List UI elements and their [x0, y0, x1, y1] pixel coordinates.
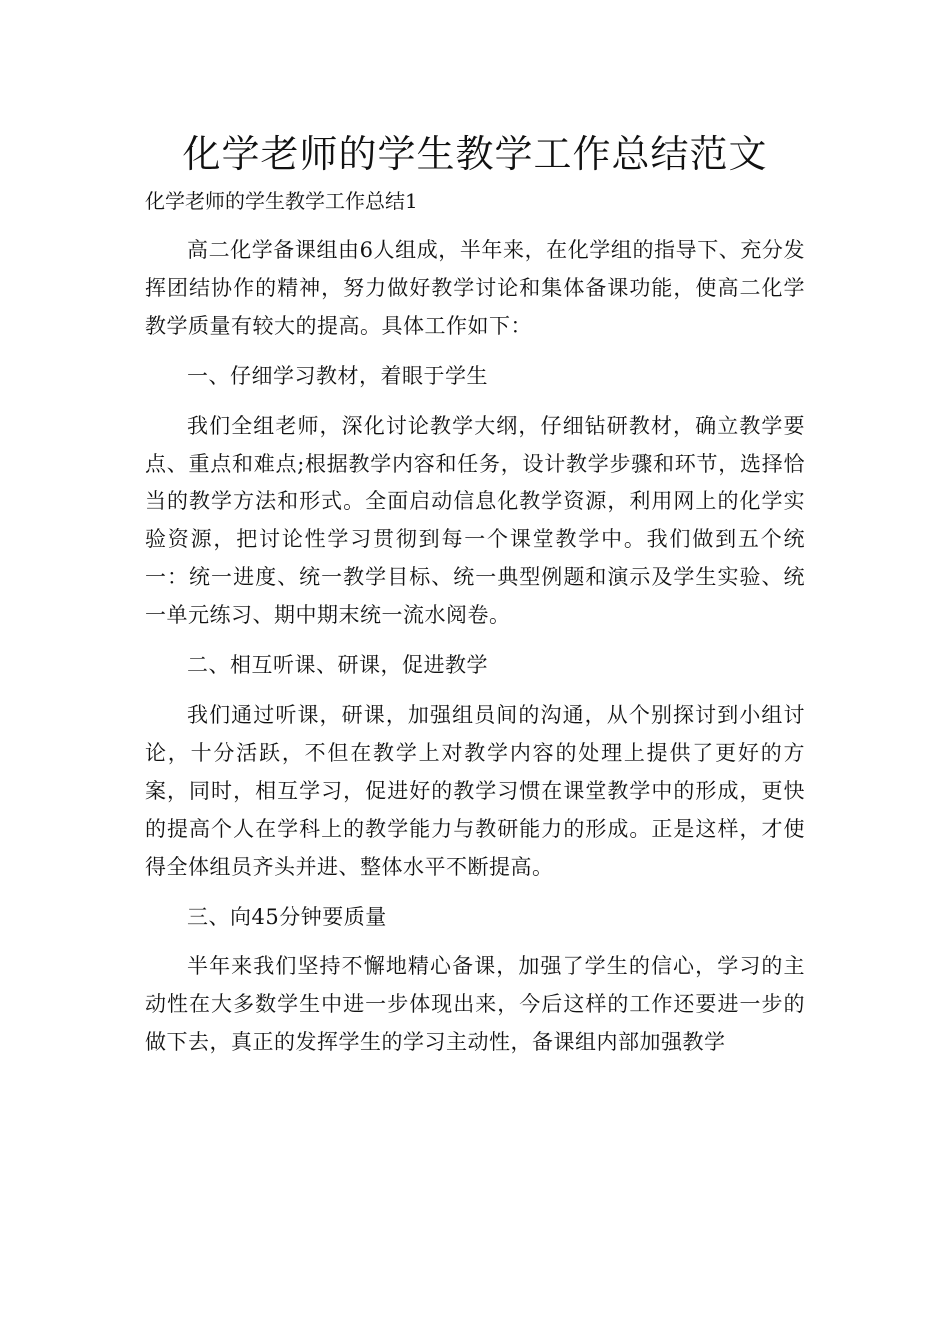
paragraph-section-3: 半年来我们坚持不懈地精心备课，加强了学生的信心，学习的主动性在大多数学生中进一步体现出来，今后这样的工作还要进一步的做下去，真正的发挥学生的学习主动性，备课组内部加强教学	[145, 954, 805, 1055]
document-body	[145, 232, 805, 1074]
section-heading-1: 一、仔细学习教材，着眼于学生	[187, 363, 488, 388]
paragraph-intro: 高二化学备课组由6人组成，半年来，在化学组的指导下、充分发挥团结协作的精神，努力做好教学讨论和集体备课功能，使高二化学教学质量有较大的提高。具体工作如下：	[145, 238, 805, 338]
section-heading-2: 二、相互听课、研课，促进教学	[187, 653, 488, 678]
paragraph-section-1: 我们全组老师，深化讨论教学大纲，仔细钻研教材，确立教学要点、重点和难点;根据教学内容和任务，设计教学步骤和环节，选择恰当的教学方法和形式。全面启动信息化教学资源，利用网上的化学实验资源，把讨论性学习贯彻到每一个课堂教学中。我们做到五个统一：统一进度、统一教学目标、统一典型例题和演示及学生实验、统一单元练习、期中期末统一流水阅卷。	[145, 413, 805, 628]
document-subtitle: 化学老师的学生教学工作总结1	[145, 189, 418, 213]
paragraph-section-2: 我们通过听课，研课，加强组员间的沟通，从个别探讨到小组讨论，十分活跃，不但在教学上对教学内容的处理上提供了更好的方案，同时，相互学习，促进好的教学习惯在课堂教学中的形成，更快的提高个人在学科上的教学能力与教研能力的形成。正是这样，才使得全体组员齐头并进、整体水平不断提高。	[145, 702, 805, 879]
document-title: 化学老师的学生教学工作总结范文	[182, 132, 768, 176]
section-heading-3: 三、向45分钟要质量	[187, 904, 387, 929]
